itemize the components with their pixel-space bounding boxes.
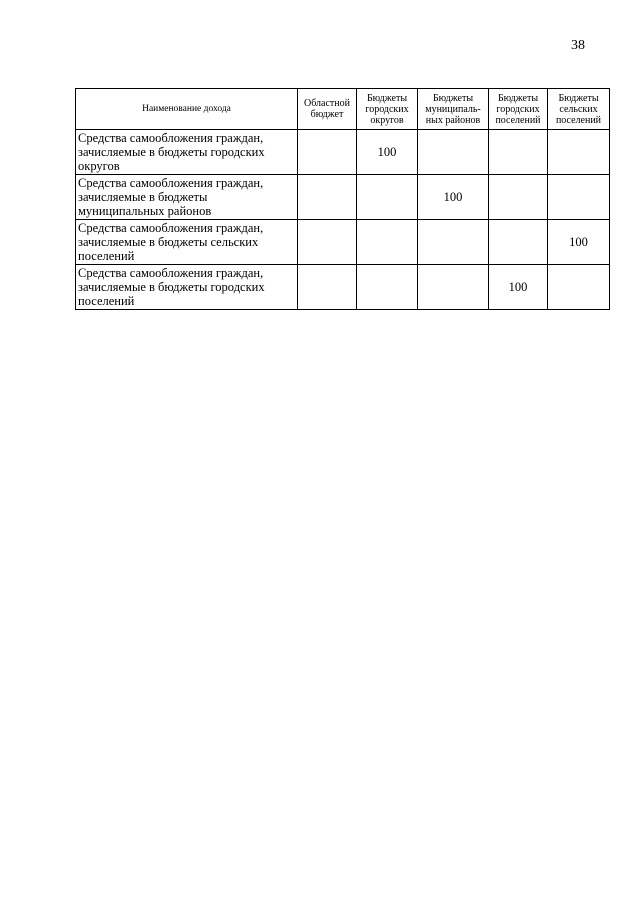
cell-rural-settlements	[548, 265, 610, 310]
header-urban-settlements: Бюджеты городских поселений	[489, 89, 548, 130]
cell-urban-settlements	[489, 220, 548, 265]
cell-municipal-districts	[418, 265, 489, 310]
cell-regional-budget	[298, 130, 357, 175]
cell-regional-budget	[298, 175, 357, 220]
cell-regional-budget	[298, 265, 357, 310]
cell-city-districts: 100	[357, 130, 418, 175]
cell-rural-settlements: 100	[548, 220, 610, 265]
table-row	[76, 220, 610, 265]
cell-municipal-districts	[418, 220, 489, 265]
cell-rural-settlements	[548, 130, 610, 175]
page-number: 38	[571, 38, 585, 53]
cell-city-districts	[357, 220, 418, 265]
header-city-districts: Бюджеты городских округов	[357, 89, 418, 130]
cell-municipal-districts: 100	[418, 175, 489, 220]
table-row	[76, 175, 610, 220]
row-name: Средства самообложения граждан, зачисляемые в бюджеты сельских поселений	[76, 220, 298, 265]
row-name: Средства самообложения граждан, зачисляемые в бюджеты городских округов	[76, 130, 298, 175]
cell-urban-settlements	[489, 130, 548, 175]
header-revenue-name: Наименование дохода	[76, 89, 298, 130]
table-row	[76, 265, 610, 310]
table-header-row	[76, 89, 610, 130]
cell-municipal-districts	[418, 130, 489, 175]
cell-rural-settlements	[548, 175, 610, 220]
cell-city-districts	[357, 265, 418, 310]
row-name: Средства самообложения граждан, зачисляемые в бюджеты муниципальных районов	[76, 175, 298, 220]
header-regional-budget: Областной бюджет	[298, 89, 357, 130]
cell-regional-budget	[298, 220, 357, 265]
cell-urban-settlements: 100	[489, 265, 548, 310]
cell-city-districts	[357, 175, 418, 220]
header-municipal-districts: Бюджеты муниципаль-ных районов	[418, 89, 489, 130]
row-name: Средства самообложения граждан, зачисляемые в бюджеты городских поселений	[76, 265, 298, 310]
revenue-distribution-table	[75, 88, 610, 310]
header-rural-settlements: Бюджеты сельских поселений	[548, 89, 610, 130]
table-row	[76, 130, 610, 175]
cell-urban-settlements	[489, 175, 548, 220]
